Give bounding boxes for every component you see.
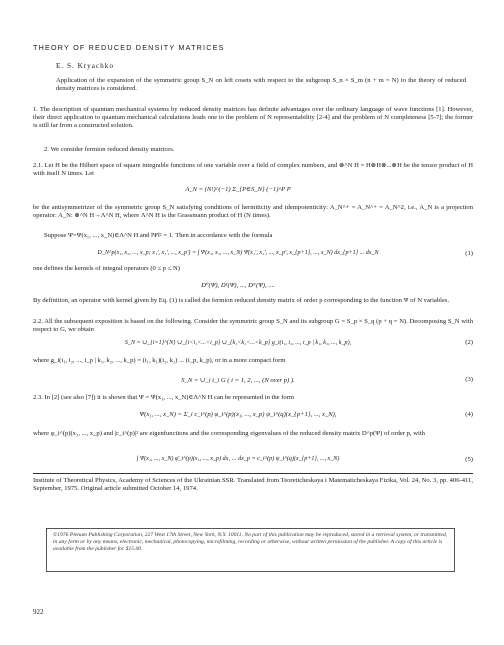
equation-1: D_N^p(x₁, x₂, ..., x_p; x₁′, x₂′, ..., x_p′) = ∫ Ψ(x₁, x₂, ..., x_N) Ψ̄(x₁′, x₂′, ..., x_p′, x_{p+1}, ..., x_N) dx_{p+1} ... dx_N (1) xyxy=(97,250,473,257)
equation-5: ∫ Ψ(x₁, ..., x_N) φ̄_i^(p)(x₁, ..., x_p) dx₁ ... dx_p = c_i^(p) ψ_i^(q)(x_{p+1}, ..., x_N) (5) xyxy=(136,456,473,463)
footnote-rule xyxy=(33,473,473,474)
equation-4: Ψ(x₁, ..., x_N) = Σ_i c_i^(p) φ_i^(p)(x₁, ..., x_p) ψ_i^(q)(x_{p+1}, ..., x_N), (4) xyxy=(139,411,473,418)
where-g-text: where g_i(i₁, i₂, ..., i_p | k₁, k₂, ..., k_p) = (i₁, k₁)(i₂, k₂) ... (i_p, k_p), or in a more compact form xyxy=(33,357,286,364)
author: E. S. Kryachko xyxy=(56,62,114,70)
suppose-text: Suppose Ψ=Ψ(x₁, ..., x_N)∈Λ^N H and ‖Ψ‖² = 1. Then in accordance with the formula xyxy=(44,232,273,239)
abstract: Application of the expansion of the symmetric group S_N on left cosets with respect to the subgroup S_n × S_m (n + m = N) to the theory of reduced density matrices is considered. xyxy=(56,77,466,93)
section-2-heading: 2. We consider fermion reduced density matrices. xyxy=(44,146,175,153)
kernels-text: one defines the kernels of integral operators (0 ≤ p ≤ N) xyxy=(33,265,180,272)
definition-text: By definition, an operator with kernel given by Eq. (1) is called the fermion reduced density matrix of order p corresponding to the function Ψ of N variables. xyxy=(33,297,450,304)
equation-d-list: D⁰(Ψ), D¹(Ψ), ..., Dᴺ(Ψ), .... xyxy=(201,282,275,289)
copyright-box: ©1976 Plenum Publishing Corporation, 227 West 17th Street, New York, N.Y. 10011. No part of this publication may be reproduced, stored in a retrieval system, or transmitted, in any form or by any means, electronic, mechanical, photocopying, microfilming, recording or otherwise, without written permission of the publisher. A copy of this article is available from the publisher for $15.00. xyxy=(46,528,455,572)
equation-antisymmetrizer: A_N = (N!)^(−1) Σ_{P∈S_N} (−1)^P P xyxy=(185,186,291,193)
where-phi-text: where φ_i^(p)(x₁, ..., x_p) and |c_i^(p)|² are eigenfunctions and the corresponding eigenvalues of the reduced density matrix D^p(Ψ) of order p, with xyxy=(33,430,425,437)
section-2-2-text: 2.2. All the subsequent exposition is based on the following. Consider the symmetric group S_N and its subgroup G = S_p × S_q (p + q = N). Decomposing S_N with respect to G, we obtain xyxy=(33,318,473,334)
equation-3: S_N = ∪_i t_i G ( i = 1, 2, ..., (N over p) ). (3) xyxy=(181,376,473,384)
section-2-1-text: 2.1. Let H be the Hilbert space of square integrable functions of one variable over a field of complex numbers, and ⊗^N H = H⊗H⊗...⊗H be the tensor product of H with itself N times. Let xyxy=(33,162,473,178)
section-1-text: 1. The description of quantum mechanical systems by reduced density matrices has definite advantages over the ordinary language of wave functions [1]. However, their direct application to quantum mechanical calculations leads one to the problem of N representability [2-4] and the problem of N completeness [5-7]; the former is still far from a constructed solution. xyxy=(33,106,473,130)
page-number: 922 xyxy=(33,608,44,616)
footnote: Institute of Theoretical Physics, Academy of Sciences of the Ukrainian SSR. Translated from Teoreticheskaya i Matematicheskaya Fizika, Vol. 24, No. 3, pp. 406-411, September, 1975. Original article submitted October 14, 1974. xyxy=(33,477,473,493)
equation-2: S_N = ∪_{i=1}^{N} ∪_{i<i₁<...<i_p} ∪_{k₁<k₂<...<k_p} g_i(i₁, i₂, ..., i_p | k₁, k₂, ..., k_p), (2) xyxy=(124,339,473,346)
section-2-3-text: 2.3. In [2] (see also [7]) it is shown that Ψ = Ψ(x₁, ..., x_N)∈Λ^N H can be represented in the form xyxy=(33,394,295,401)
antisymmetrizer-text: be the antisymmetrizer of the symmetric group S_N satisfying conditions of hermiticity and idempotenticity: A_N^+ = A_N^+ = A_N^2, i.e., A_N is a projection operator: A_N: ⊗^N H→Λ^N H, where Λ^N H is the Grassmann product of H (N times). xyxy=(33,204,473,220)
paper-title: THEORY OF REDUCED DENSITY MATRICES xyxy=(33,43,225,52)
